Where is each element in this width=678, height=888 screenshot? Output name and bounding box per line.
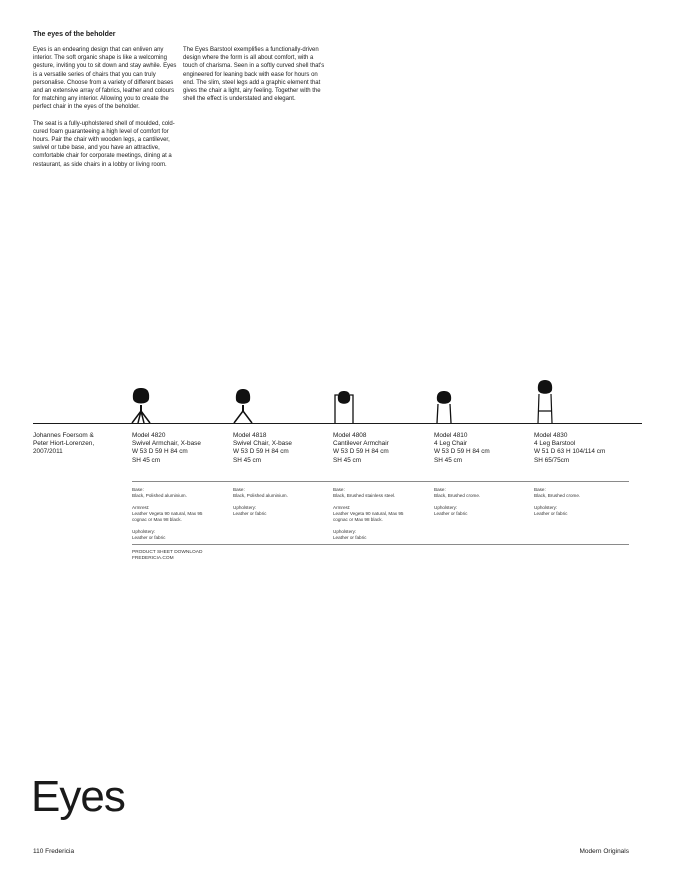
swivel-armchair-icon — [128, 378, 154, 424]
spec-label: Base: — [233, 487, 245, 492]
model-seat-height: SH 45 cm — [333, 456, 362, 464]
model-name: 4 Leg Chair — [434, 440, 468, 448]
spec-label: Base: — [132, 487, 144, 492]
model-number: Model 4830 — [534, 432, 568, 439]
model-info-4820 — [132, 432, 228, 465]
spec-label: Base: — [534, 487, 546, 492]
model-name: Cantilever Armchair — [333, 440, 389, 448]
download-url: FREDERICIA.COM — [132, 556, 174, 561]
spec-value: Leather Vegeta 90 natural, Max 95 — [333, 511, 404, 516]
footer-section-name: Modern Originals — [579, 848, 629, 855]
text-column-right — [183, 46, 327, 111]
designer-credits — [33, 432, 123, 457]
model-info-4810 — [434, 432, 530, 465]
model-dimensions: W 53 D 59 H 84 cm — [233, 448, 289, 456]
divider — [132, 544, 629, 545]
model-dimensions: W 53 D 59 H 84 cm — [132, 448, 188, 456]
model-number: Model 4808 — [333, 432, 367, 439]
spec-label: Base: — [434, 487, 446, 492]
four-leg-chair-icon — [431, 378, 457, 424]
spec-group — [233, 505, 329, 517]
spec-label: Armrest: — [333, 505, 351, 510]
spec-group — [132, 529, 228, 541]
divider — [132, 481, 629, 482]
model-seat-height: SH 65/75cm — [534, 456, 570, 464]
spec-group — [233, 487, 329, 499]
spec-value: Black, Brushed crome. — [534, 493, 581, 498]
spec-4830 — [534, 487, 630, 523]
spec-label: Upholstery: — [434, 505, 458, 510]
spec-4820 — [132, 487, 228, 547]
model-name: Swivel Armchair, X-base — [132, 440, 201, 448]
model-seat-height: SH 45 cm — [132, 456, 161, 464]
spec-value: Leather Vegeta 90 natural, Max 95 — [132, 511, 203, 516]
designer-line: Johannes Foersom & — [33, 432, 94, 439]
chair-illustrations — [0, 378, 678, 424]
model-name: Swivel Chair, X-base — [233, 440, 292, 448]
model-number: Model 4810 — [434, 432, 468, 439]
download-label: PRODUCT SHEET DOWNLOAD — [132, 550, 203, 555]
product-sheet-download — [132, 550, 202, 562]
spec-value: Leather or fabric — [434, 511, 468, 516]
spec-group — [534, 487, 630, 499]
spec-value: Leather or fabric — [333, 535, 367, 540]
model-dimensions: W 53 D 59 H 84 cm — [333, 448, 389, 456]
spec-label: Upholstery: — [233, 505, 257, 510]
four-leg-barstool-icon — [532, 378, 558, 424]
model-seat-height: SH 45 cm — [434, 456, 463, 464]
spec-label: Base: — [333, 487, 345, 492]
spec-value: cognac or Max 98 black. — [132, 517, 182, 522]
baseline-rule — [33, 423, 642, 424]
spec-label: Upholstery: — [132, 529, 156, 534]
footer-page-info: 110 Fredericia — [33, 848, 75, 855]
model-info-4830 — [534, 432, 630, 465]
spec-value: Black, Polished aluminium. — [233, 493, 288, 498]
spec-label: Upholstery: — [333, 529, 357, 534]
spec-value: Leather or fabric — [534, 511, 568, 516]
paragraph: Eyes is an endearing design that can enliven any interior. The soft organic shape is like a welcoming gesture, inviting you to sit down and stay awhile. Eyes is a versatile series of chairs that you can truly personalise. Choose from a variety of different bases and an extensive array of fabrics, leather and colours for matching any interior. Allowing you to create the perfect chair in the eyes of the beholder. — [33, 47, 177, 111]
spec-group — [132, 505, 228, 523]
spec-4810 — [434, 487, 530, 523]
spec-group — [132, 487, 228, 499]
spec-value: Leather or fabric — [233, 511, 267, 516]
page-title: Eyes — [31, 772, 125, 821]
model-dimensions: W 53 D 59 H 84 cm — [434, 448, 490, 456]
model-info-4808 — [333, 432, 429, 465]
spec-group — [434, 487, 530, 499]
text-column-left — [33, 46, 177, 177]
cantilever-armchair-icon — [331, 378, 357, 424]
swivel-chair-icon — [230, 378, 256, 424]
spec-group — [534, 505, 630, 517]
model-info-4818 — [233, 432, 329, 465]
spec-group — [333, 505, 429, 523]
model-number: Model 4818 — [233, 432, 267, 439]
spec-value: Black, Brushed stainless steel. — [333, 493, 396, 498]
spec-value: Leather or fabric — [132, 535, 166, 540]
spec-group — [333, 487, 429, 499]
paragraph: The Eyes Barstool exemplifies a functionally-driven design where the form is all about comfort, with a touch of charisma. Seen in a softly curved shell that's engineered for leaning back with ease for hours on end. The slim, steel legs add a graphic element that gives the chair a light, airy feeling. Together with the shell the effect is understated and elegant. — [183, 47, 325, 103]
model-dimensions: W 51 D 63 H 104/114 cm — [534, 448, 606, 456]
spec-4818 — [233, 487, 329, 523]
designer-line: Peter Hiort-Lorenzen, — [33, 440, 95, 448]
model-seat-height: SH 45 cm — [233, 456, 262, 464]
spec-label: Armrest: — [132, 505, 150, 510]
model-number: Model 4820 — [132, 432, 166, 439]
model-name: 4 Leg Barstool — [534, 440, 576, 448]
spec-value: Black, Polished aluminium. — [132, 493, 187, 498]
spec-label: Upholstery: — [534, 505, 558, 510]
spec-4808 — [333, 487, 429, 547]
spec-group — [333, 529, 429, 541]
section-heading: The eyes of the beholder — [33, 31, 116, 38]
spec-value: Black, Brushed crome. — [434, 493, 481, 498]
paragraph: The seat is a fully-upholstered shell of moulded, cold-cured foam guaranteeing a high level of comfort for hours. Pair the chair with wooden legs, a cantilever, swivel or tube base, and you have an attractive, comfortable chair for corporate meetings, dining at a restaurant, as side chairs in a lobby or living room. — [33, 120, 175, 168]
spec-value: cognac or Max 98 black. — [333, 517, 383, 522]
spec-group — [434, 505, 530, 517]
designer-line: 2007/2011 — [33, 448, 63, 456]
